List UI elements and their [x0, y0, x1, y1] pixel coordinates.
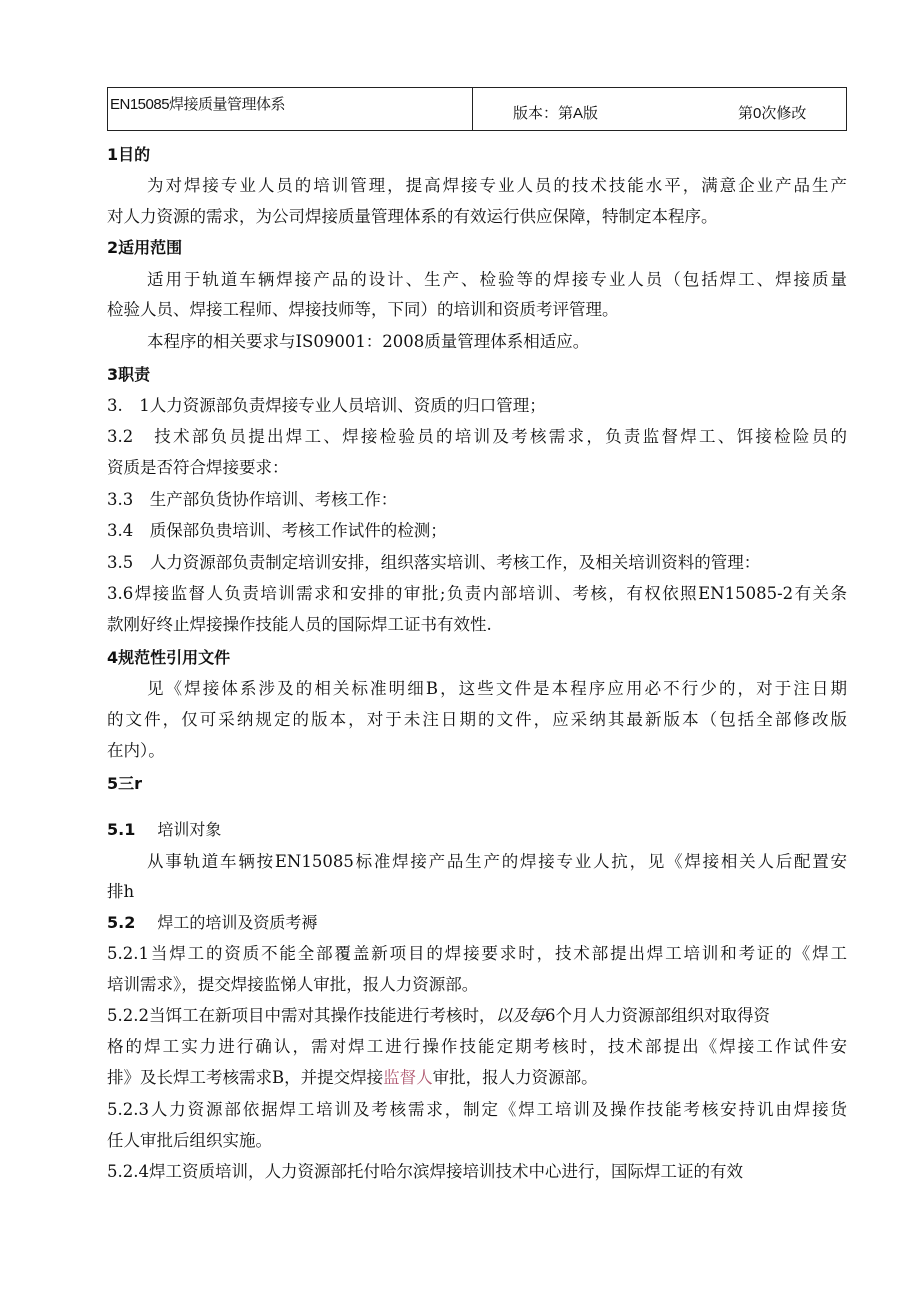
paragraph-5-2-1-line: 培训需求》，提交焊接监悌人审批，报人力资源部。: [107, 975, 479, 994]
section-5-2-number: 5.2: [107, 913, 136, 932]
section-1-line: 对人力资源的需求，为公司焊接质量管理体系的有效运行供应保障，特制定本程序。: [107, 207, 718, 226]
section-3-heading: 3职责: [107, 365, 151, 384]
doc-title: EN15085焊接质量管理体系: [108, 88, 473, 130]
paragraph-5-2-2-line: 格的焊工实力进行确认，需对焊工进行操作技能定期考核时，技术部提出《焊接工作试件安: [107, 1037, 847, 1056]
section-2-line: 本程序的相关要求与IS09001：2008质量管理体系相适应。: [147, 332, 590, 351]
header-table: [107, 87, 847, 131]
paragraph-5-2-1-line: 5.2.1当焊工的资质不能全部覆盖新项目的焊接要求时，技术部提出焊工培训和考证的《焊工: [107, 944, 847, 963]
paragraph-5-2-4-line: 5.2.4焊工资质培训，人力资源部托付哈尔滨焊接培训技术中心进行，国际焊工证的有效: [107, 1162, 743, 1181]
text-span: 审批，报人力资源部。: [432, 1068, 598, 1087]
section-5-1-line: 排h: [107, 882, 135, 901]
section-5-1-line: 从事轨道车辆按EN15085标准焊接产品生产的焊接专业人抗，见《焊接相关人后配置安: [147, 852, 847, 871]
paragraph-5-2-2-line: [107, 1068, 598, 1088]
paragraph-5-2-3-line: 5.2.3人力资源部依据焊工培训及考核需求，制定《焊工培训及操作技能考核安持讥由焊接货: [107, 1100, 847, 1119]
section-3-item: 款刚好终止焊接操作技能人员的国际焊工证书有效性.: [107, 615, 492, 634]
section-3-item: 3.6焊接监督人负责培训需求和安排的审批;负责内部培训、考核，有权依照EN15085-2有关条: [107, 584, 847, 603]
text-span: 排》及长焊工考核需求B，并提交焊接: [107, 1068, 384, 1087]
section-5-heading: 5三r: [107, 774, 143, 793]
italic-span: 以及每: [495, 1006, 545, 1025]
section-2-heading: 2适用范围: [107, 238, 183, 257]
section-2-line: 检验人员、焊接工程师、焊接技师等，下同）的培训和资质考评管理。: [107, 300, 619, 319]
section-3-item: 3. 1人力资源部负责焊接专业人员培训、资质的归口管理；: [107, 396, 546, 415]
paragraph-5-2-3-line: 任人审批后组织实施。: [107, 1131, 272, 1150]
section-5-1-title: 培训对象: [157, 820, 222, 839]
section-3-item: 资质是否符合焊接要求：: [107, 458, 289, 477]
section-1-line: 为对焊接专业人员的培训管理，提高焊接专业人员的技术技能水平，满意企业产品生产: [147, 176, 847, 195]
section-4-line: 在内）。: [107, 741, 165, 760]
section-3-item: 3.4 质保部负贵培训、考核工作试件的检测；: [107, 521, 447, 540]
section-3-item: 3.3 生产部负货协作培训、考核工作：: [107, 490, 398, 509]
section-4-line: 见《焊接体系涉及的相关标准明细B，这些文件是本程序应用必不行少的，对于注日期: [147, 679, 847, 698]
revision-label: 第0次修改: [738, 105, 807, 122]
section-5-2-heading: [107, 913, 317, 933]
text-span: 5.2.2当饵工在新项目中需对其操作技能进行考核时，: [107, 1006, 496, 1025]
section-5-2-title: 焊工的培训及资质考褥: [157, 913, 318, 932]
section-4-line: 的文件，仅可采纳规定的版本，对于未注日期的文件，应采纳其最新版本（包括全部修改版: [107, 710, 847, 729]
section-5-1-number: 5.1: [107, 820, 136, 839]
header-version-cell: [473, 88, 846, 130]
text-span: 6个月人力资源部组织对取得资: [544, 1006, 770, 1025]
section-3-item: 3.5 人力资源部负责制定培训安排，组织落实培训、考核工作，及相关培训资料的管理：: [107, 553, 761, 572]
section-2-line: 适用于轨道车辆焊接产品的设计、生产、检验等的焊接专业人员（包括焊工、焊接质量: [147, 270, 847, 289]
section-3-item: 3.2 技术部负员提出焊工、焊接检验员的培训及考核需求，负责监督焊工、饵接检险员的: [107, 427, 847, 446]
paragraph-5-2-2-line: [107, 1006, 770, 1026]
section-4-heading: 4规范性引用文件: [107, 648, 231, 667]
section-5-1-heading: [107, 820, 221, 840]
section-1-heading: 1目的: [107, 145, 151, 164]
highlighted-span: 监督人: [383, 1068, 433, 1087]
version-label: 版本：第A版: [513, 105, 599, 122]
